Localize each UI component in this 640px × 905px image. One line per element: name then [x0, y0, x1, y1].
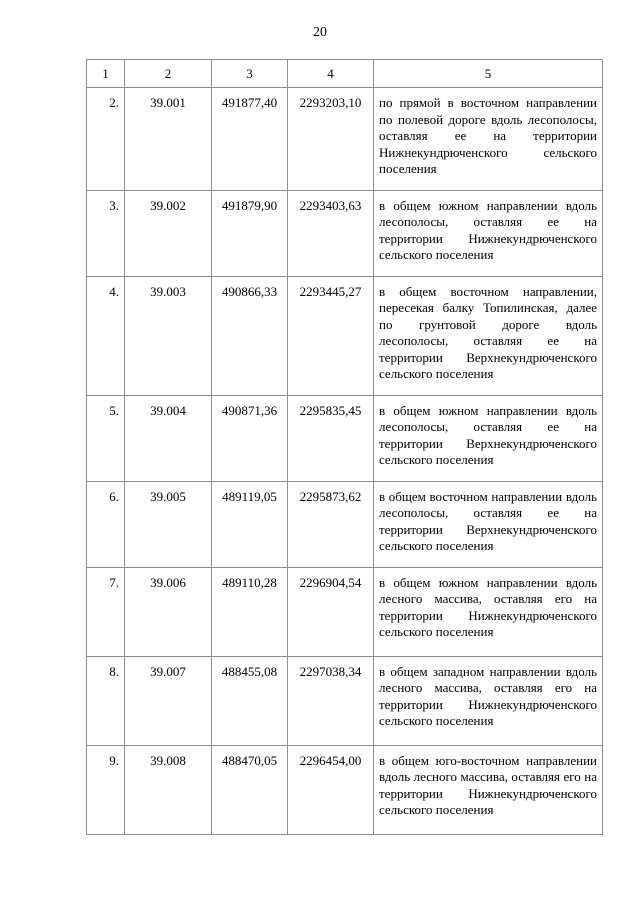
point-code: 39.005 — [125, 481, 212, 567]
page-number: 20 — [313, 25, 327, 40]
coordinate-y: 2293445,27 — [288, 276, 374, 395]
table-row — [87, 567, 603, 656]
table-row — [87, 190, 603, 276]
table-row — [87, 88, 603, 191]
coordinate-y: 2296904,54 — [288, 567, 374, 656]
point-code: 39.008 — [125, 745, 212, 834]
column-header-4: 4 — [288, 60, 374, 88]
boundary-description: в общем южном направлении вдоль лесополосы, оставляя ее на территории Верхнекундрюченского сельского поселения — [374, 395, 603, 481]
boundary-description: в общем южном направлении вдоль лесополосы, оставляя ее на территории Нижнекундрюченского сельского поселения — [374, 190, 603, 276]
point-code: 39.004 — [125, 395, 212, 481]
boundary-description: в общем восточном направлении вдоль лесополосы, оставляя ее на территории Верхнекундрюченского сельского поселения — [374, 481, 603, 567]
table-row — [87, 481, 603, 567]
table-header-row — [87, 60, 603, 88]
row-number: 5. — [87, 395, 125, 481]
coordinate-x: 488470,05 — [212, 745, 288, 834]
coordinate-x: 490871,36 — [212, 395, 288, 481]
coordinate-x: 489119,05 — [212, 481, 288, 567]
point-code: 39.007 — [125, 656, 212, 745]
table-row — [87, 656, 603, 745]
coordinate-y: 2297038,34 — [288, 656, 374, 745]
coordinate-x: 488455,08 — [212, 656, 288, 745]
boundary-description: в общем южном направлении вдоль лесного массива, оставляя его на территории Нижнекундрюченского сельского поселения — [374, 567, 603, 656]
column-header-1: 1 — [87, 60, 125, 88]
coordinate-x: 490866,33 — [212, 276, 288, 395]
coordinate-x: 491877,40 — [212, 88, 288, 191]
coordinate-y: 2293203,10 — [288, 88, 374, 191]
row-number: 7. — [87, 567, 125, 656]
table-row — [87, 745, 603, 834]
row-number: 2. — [87, 88, 125, 191]
point-code: 39.002 — [125, 190, 212, 276]
column-header-5: 5 — [374, 60, 603, 88]
coordinate-y: 2295873,62 — [288, 481, 374, 567]
point-code: 39.006 — [125, 567, 212, 656]
boundary-description: в общем юго-восточном направлении вдоль лесного массива, оставляя его на территории Нижнекундрюченского сельского поселения — [374, 745, 603, 834]
boundary-description: по прямой в восточном направлении по полевой дороге вдоль лесополосы, оставляя ее на территории Нижнекундрюченского сельского поселения — [374, 88, 603, 191]
row-number: 4. — [87, 276, 125, 395]
column-header-3: 3 — [212, 60, 288, 88]
boundary-description: в общем восточном направлении, пересекая балку Топилинская, далее по грунтовой дороге вдоль лесополосы, оставляя ее на территории Верхнекундрюченского сельского поселения — [374, 276, 603, 395]
row-number: 6. — [87, 481, 125, 567]
column-header-2: 2 — [125, 60, 212, 88]
coordinate-x: 491879,90 — [212, 190, 288, 276]
table-row — [87, 395, 603, 481]
coordinate-x: 489110,28 — [212, 567, 288, 656]
row-number: 3. — [87, 190, 125, 276]
boundary-description: в общем западном направлении вдоль лесного массива, оставляя его на территории Нижнекундрюченского сельского поселения — [374, 656, 603, 745]
table-row — [87, 276, 603, 395]
row-number: 8. — [87, 656, 125, 745]
point-code: 39.003 — [125, 276, 212, 395]
coordinate-y: 2295835,45 — [288, 395, 374, 481]
row-number: 9. — [87, 745, 125, 834]
coordinate-y: 2296454,00 — [288, 745, 374, 834]
coordinate-y: 2293403,63 — [288, 190, 374, 276]
boundary-points-table — [86, 59, 603, 835]
point-code: 39.001 — [125, 88, 212, 191]
